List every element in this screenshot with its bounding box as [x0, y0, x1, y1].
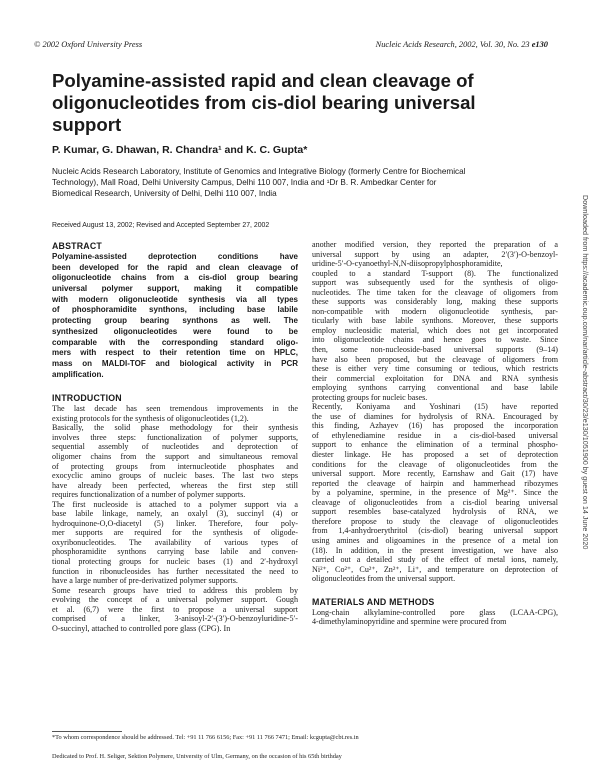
- text-line: support was subsequently used for the synthesis of oligo-: [312, 278, 558, 288]
- text-line: employing synthons carrying conventional and base labile: [312, 383, 558, 393]
- text-line: conditions for the cleavage of oligonucleotides from the: [312, 459, 558, 469]
- text-line: requires functionalization of a number of polymer supports.: [52, 490, 246, 500]
- text-line: carried out a detailed study of the effect of metal ions, namely,: [312, 555, 558, 565]
- text-line: this finding, Azhayev (16) has proposed the incorporation: [312, 421, 558, 431]
- section-gap: [312, 584, 558, 596]
- text-line: into oligonucleotide chains and hence goes to waste. Since: [312, 335, 558, 345]
- received-dates: Received August 13, 2002; Revised and Accepted September 27, 2002: [52, 222, 270, 229]
- right-column: [312, 240, 558, 627]
- abstract-line: mers with respect to their retention time on HPLC,: [52, 348, 298, 358]
- text-line: sequential assembly of nucleotides and deprotection of: [52, 442, 298, 452]
- text-line: support to enhance the elimination of a terminal phospho-: [312, 440, 558, 450]
- text-line: base labile linkage, namely, an oxalyl (3), succinyl (4) or: [52, 509, 298, 519]
- text-line: cleavage of oligonucleotides from a cis-diol bearing universal: [312, 497, 558, 507]
- introduction-body: [52, 404, 298, 633]
- download-watermark: [580, 195, 592, 575]
- text-line: tional protecting groups for nucleic bases (1) and 2′-hydroxyl: [52, 557, 298, 566]
- text-line: then, some non-nucleoside-based universal supports (9–14): [312, 345, 558, 355]
- abstract-line: oligonucleotide chains from a cis-diol group bearing: [52, 273, 298, 283]
- abstract-line: protecting group bearing synthons as well. The: [52, 316, 298, 326]
- left-column: [52, 240, 298, 633]
- text-line: reported the cleavage of hairpin and hammerhead ribozymes: [312, 478, 558, 488]
- affiliation: [52, 166, 552, 199]
- correspondence-footnote: *To whom correspondence should be addressed. Tel: +91 11 766 6156; Fax: +91 11 766 7471; Email: kcgupta@cbt.res.in: [52, 734, 359, 741]
- text-line: et al. (6,7) were the first to propose a universal support: [52, 604, 298, 614]
- text-line: Recently, Koniyama and Yoshinari (15) have reported: [312, 402, 558, 412]
- text-line: using amines and oligoamines in the presence of a metal ion: [312, 535, 558, 545]
- text-line: involves three steps: functionalization of polymer supports,: [52, 432, 298, 442]
- article-title: [52, 70, 552, 136]
- abstract-line: been developed for the rapid and clean cleavage of: [52, 262, 298, 272]
- text-line: have a large number of pre-derivatized polymer supports.: [52, 576, 238, 586]
- affiliation-line: Technology), Mall Road, Delhi University Campus, Delhi 110 007, India and ¹Dr B. R. Ambedkar Center for: [52, 178, 437, 187]
- text-line: Ni²⁺, Co²⁺, Cu²⁺, Zn²⁺, Li⁺, and temperature on deprotection of: [312, 564, 558, 574]
- text-line: existing protocols for the synthesis of oligonucleotides (1,2).: [52, 413, 249, 423]
- article-number: e130: [531, 40, 548, 49]
- text-line: support resembles base-catalyzed hydrolysis of RNA, we: [312, 507, 558, 517]
- text-line: of ethylenediamine residue in a cis-diol-based universal: [312, 430, 558, 440]
- text-line: function in ribonucleosides has further necessitated the need to: [52, 566, 298, 576]
- text-line: ticularly with base labile synthons. Moreover, these supports: [312, 316, 558, 326]
- text-line: (18). In addition, in the present investigation, we have also: [312, 545, 558, 555]
- download-watermark-text: Downloaded from https://academic.oup.com/nar/article-abstract/30/23/e130/1051900 by guest on 14 June 2020: [581, 195, 590, 550]
- text-line: oligomer chains from the support and simultaneous removal: [52, 451, 298, 461]
- text-line: Some research groups have tried to address this problem by: [52, 585, 298, 595]
- introduction-continued: [312, 240, 558, 584]
- text-line: exocyclic amino groups of nucleic bases. The last two steps: [52, 471, 298, 481]
- title-line: Polyamine-assisted rapid and clean cleavage of: [52, 70, 474, 91]
- abstract-line: comparable with the corresponding standard oligo-: [52, 337, 298, 347]
- methods-body: [312, 608, 558, 627]
- text-line: oxyribonucleotides. The availability of various types of: [52, 537, 298, 547]
- text-line: by a polyamine, spermine, in the presence of Mg²⁺. Since the: [312, 488, 558, 498]
- text-line: Long-chain alkylamine-controlled pore glass (LCAA-CPG),: [312, 607, 558, 617]
- abstract-line: mass on MALDI-TOF and biological activity in PCR: [52, 358, 298, 368]
- abstract-body: [52, 252, 298, 380]
- text-line: have already been perfected, whereas the first step still: [52, 480, 298, 490]
- text-line: these supports was considerably long, making these supports: [312, 297, 558, 307]
- text-line: from 1,4-anhydroerythritol (cis-diol) bearing universal support: [312, 526, 558, 536]
- text-line: The last decade has seen tremendous improvements in the: [52, 404, 298, 414]
- abstract-line: with modern oligonucleotide synthesis via all types: [52, 294, 298, 304]
- text-line: coupled to a standard T-support (8). The functionalized: [312, 268, 558, 278]
- text-line: phosphoramidite synthons carrying base labile and conven-: [52, 547, 298, 557]
- text-line: O-succinyl, attached to controlled pore glass (CPG). In: [52, 623, 231, 633]
- text-line: their commercial exploitation for DNA and RNA synthesis: [312, 373, 558, 383]
- text-line: diester linkage. He has proposed a set of deprotection: [312, 450, 558, 460]
- affiliation-line: Biomedical Research, University of Delhi, Delhi 110 007, India: [52, 189, 277, 198]
- text-line: another modified version, they reported the preparation of a: [312, 240, 558, 249]
- abstract-line: universal polymer support, making it compatible: [52, 284, 298, 294]
- section-gap: [52, 380, 298, 392]
- text-line: hydroquinone-O,O-diacetyl (5) linker. Therefore, four poly-: [52, 518, 298, 528]
- text-line: uridine-5′-O-cyanoethyl-N,N-diisopropylphosphoramidite,: [312, 259, 503, 269]
- footnote-rule: [52, 731, 122, 732]
- copyright-notice: © 2002 Oxford University Press: [34, 40, 143, 49]
- text-line: comprised of a linker, 3-anisoyl-2′-(3′)-O-benzoyluridine-5′-: [52, 614, 298, 624]
- text-line: therefore propose to study the cleavage of oligonucleotides: [312, 516, 558, 526]
- abstract-line: Polyamine-assisted deprotection conditions have: [52, 252, 298, 261]
- methods-heading: MATERIALS AND METHODS: [312, 596, 435, 607]
- text-line: 4-dimethylaminopyridine and spermine were procured from: [312, 617, 507, 627]
- text-line: these is either very time consuming or tedious, which restricts: [312, 364, 558, 374]
- text-line: The first nucleoside is attached to a polymer support via a: [52, 499, 298, 509]
- journal-name: Nucleic Acids Research, 2002, Vol. 30, No. 23: [375, 40, 530, 49]
- text-line: universal support. More recently, Earnshaw and Gait (17) have: [312, 469, 558, 479]
- text-line: evolving the concept of a universal polymer support. Gough: [52, 595, 298, 605]
- title-line: oligonucleotides from cis-diol bearing universal: [52, 92, 476, 113]
- abstract-line: amplification.: [52, 369, 104, 379]
- introduction-heading: INTRODUCTION: [52, 393, 122, 404]
- text-line: mer supports are required for the synthesis of oligode-: [52, 528, 298, 538]
- affiliation-line: Nucleic Acids Research Laboratory, Institute of Genomics and Integrative Biology (formerly Centre for Biochemical: [52, 167, 466, 176]
- abstract-heading: ABSTRACT: [52, 241, 102, 251]
- text-line: have also been proposed, but the cleavage of oligomers from: [312, 354, 558, 364]
- abstract-line: of phosphoramidite synthons, including base labile: [52, 305, 298, 315]
- text-line: protecting groups for nucleic bases.: [312, 392, 428, 402]
- text-line: Basically, the solid phase methodology for their synthesis: [52, 423, 298, 433]
- text-line: employ nucleosidic material, which does not get incorporated: [312, 325, 558, 335]
- text-line: the use of diamines for hydrolysis of RNA. Encouraged by: [312, 411, 558, 421]
- title-line: support: [52, 114, 122, 135]
- text-line: non-compatible with modern oligonucleotide synthesis, par-: [312, 306, 558, 316]
- text-line: nucleotides. The time taken for the cleavage of oligomers from: [312, 287, 558, 297]
- text-line: of protecting groups from internucleotide phosphates and: [52, 461, 298, 471]
- author-list: P. Kumar, G. Dhawan, R. Chandra¹ and K. C. Gupta*: [52, 144, 308, 156]
- journal-citation: [376, 40, 548, 50]
- abstract-line: synthesized oligonucleotides were found to be: [52, 326, 298, 336]
- text-line: oligonucleotides from the universal support.: [312, 574, 456, 584]
- text-line: universal support by using an adapter, 2′(3′)-O-benzoyl-: [312, 249, 558, 259]
- dedication-note: Dedicated to Prof. H. Seliger, Sektion Polymere, University of Ulm, Germany, on the occasion of his 65th birthday: [52, 753, 342, 760]
